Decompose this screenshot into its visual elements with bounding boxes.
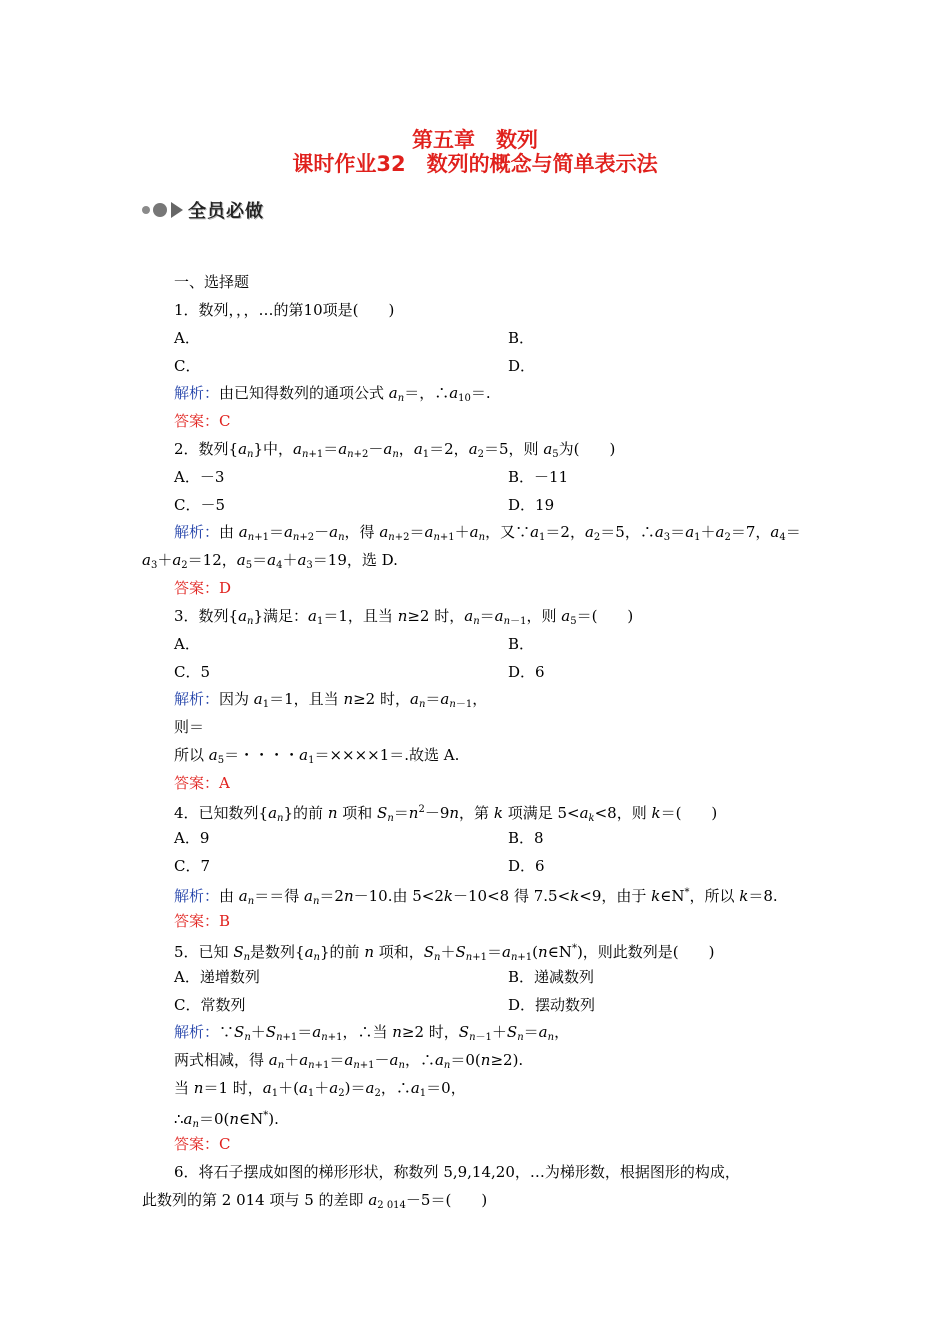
question-6-stem-cont: 此数列的第 2 014 项与 5 的差即 $a_{2 014}-5=$( ) [142, 1191, 488, 1211]
q5-analysis: 解析：$\because S_n+S_{n+1}=a_{n+1}$，∴当 n≥2 时，$S_{n-1}+S_n=a_n$， [174, 1023, 570, 1043]
question-5-stem: 5．已知 $S_n$是数列$\{a_n\}$的前 n 项和，$S_n+S_{n+1}=a_{n+1}(n\in N^*)$，则此数列是( ) [174, 943, 715, 963]
q5-analysis-line4: $\therefore a_n=0(n\in N^*)$. [174, 1110, 279, 1130]
analysis-label: 解析： [174, 384, 220, 402]
q2-analysis-cont: $a_3+a_2=12$，$a_5=a_4+a_3=19$，选 D. [142, 551, 398, 571]
analysis-label: 解析： [174, 1023, 220, 1041]
analysis-label: 解析： [174, 523, 220, 541]
q3-option-d: D．6 [508, 663, 545, 681]
banner-dot-large-icon [153, 203, 167, 217]
q3-option-c: C．5 [174, 663, 211, 681]
q5-analysis-line3: 当 n＝1 时，$a_1+(a_1+a_2)=a_2$，$\therefore a_1=0$， [174, 1079, 466, 1099]
q3-answer [174, 773, 230, 793]
chapter-title: 第五章 数列 [412, 128, 538, 152]
section-banner [142, 196, 264, 224]
q3-analysis-line2: 则＝ [174, 718, 205, 736]
q1-option-a: A． [174, 329, 200, 347]
q5-answer [174, 1134, 231, 1154]
q1-option-c: C． [174, 357, 201, 375]
answer-label: 答案： [174, 412, 220, 430]
q4-answer-value: B [219, 912, 231, 930]
q1-answer [174, 411, 231, 431]
q1-option-b: B． [508, 329, 535, 347]
q2-option-a: A．－3 [174, 468, 225, 486]
banner-dot-small-icon [142, 206, 150, 214]
answer-label: 答案： [174, 912, 220, 930]
question-2-stem: 2．数列$\{a_n\}$中，$a_{n+1}=a_{n+2}-a_n$，$a_1=2$，$a_2=5$，则 $a_5$为( ) [174, 440, 616, 460]
answer-label: 答案： [174, 579, 220, 597]
q3-answer-value: A [219, 774, 230, 792]
q3-analysis: 解析：因为 $a_1=1$，且当 n≥2 时，$a_n=a_{n-1}$， [174, 690, 488, 710]
q3-option-b: B． [508, 635, 535, 653]
question-4-stem: 4．已知数列$\{a_n\}$的前 n 项和 $S_n=n^2-9n$，第 k 项满足 $5<a_k<8$，则 k＝( ) [174, 804, 718, 824]
q5-answer-value: C [219, 1135, 231, 1153]
q2-analysis: 解析：由 $a_{n+1}=a_{n+2}-a_n$，得 $a_{n+2}=a_{n+1}+a_n$，又$\because a_1=2$，$a_2=5$，$\therefore a_3=a_1+a_2=7$，$a_4=$ [174, 523, 801, 543]
q2-option-c: C．－5 [174, 496, 226, 514]
q1-answer-value: C [219, 412, 231, 430]
q1-option-d: D． [508, 357, 536, 375]
q2-option-d: D．19 [508, 496, 555, 514]
question-6-stem: 6．将石子摆成如图的梯形形状，称数列 5,9,14,20，…为梯形数，根据图形的构成， [174, 1163, 740, 1181]
q4-option-c: C．7 [174, 857, 211, 875]
q5-option-c: C．常数列 [174, 996, 246, 1014]
q3-analysis-line3: 所以 $a_5=$・・・・$a_1=\times\times\times\times 1=$.故选 A. [174, 746, 460, 766]
banner-arrow-icon [170, 201, 184, 219]
answer-label: 答案： [174, 774, 220, 792]
answer-label: 答案： [174, 1135, 220, 1153]
q4-answer [174, 911, 230, 931]
q2-option-b: B．－11 [508, 468, 569, 486]
q4-option-b: B．8 [508, 829, 544, 847]
banner-label: 全员必做 [188, 201, 264, 222]
q1-analysis: 解析：由已知得数列的通项公式 $a_n=$，$\therefore a_{10}=$. [174, 384, 491, 404]
analysis-label: 解析： [174, 690, 220, 708]
section-heading: 一、选择题 [174, 273, 250, 291]
q5-option-d: D．摆动数列 [508, 996, 596, 1014]
q4-option-a: A．9 [174, 829, 210, 847]
q2-answer [174, 578, 231, 598]
q2-answer-value: D [219, 579, 232, 597]
q3-option-a: A． [174, 635, 200, 653]
q5-option-a: A．递增数列 [174, 968, 260, 986]
q5-analysis-line2: 两式相减，得 $a_n+a_{n+1}=a_{n+1}-a_n$，$\therefore a_n=0(n\ge 2)$. [174, 1051, 524, 1071]
question-3-stem: 3．数列$\{a_n\}$满足：$a_1=1$，且当 n≥2 时，$a_n=a_{n-1}$，则 $a_5=$( ) [174, 607, 634, 627]
q4-option-d: D．6 [508, 857, 545, 875]
question-1-stem: 1．数列，，，…的第10项是( ) [174, 301, 395, 319]
analysis-label: 解析： [174, 887, 220, 905]
lesson-title: 课时作业32 数列的概念与简单表示法 [292, 152, 658, 176]
q4-analysis: 解析：由 $a_n==$得 $a_n=2n-10$.由 5<2k－10<8 得 7.5<k<9，由于 k∈N*，所以 k＝8. [174, 887, 778, 907]
q5-option-b: B．递减数列 [508, 968, 595, 986]
